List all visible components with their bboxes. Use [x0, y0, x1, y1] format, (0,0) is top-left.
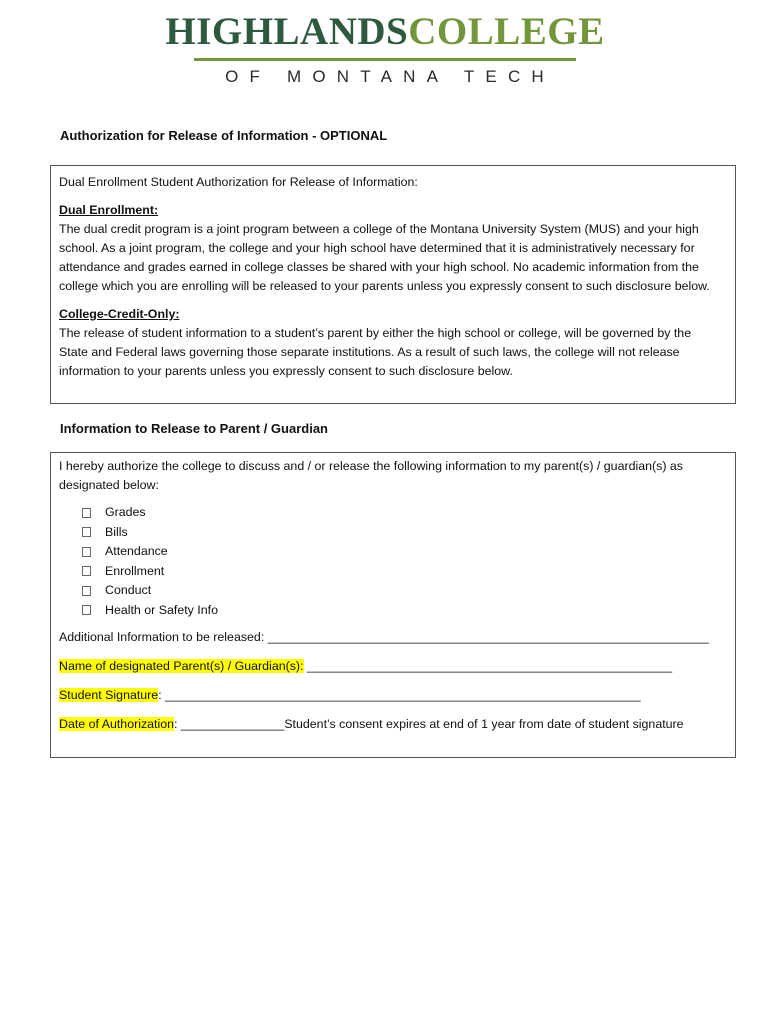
release-option-bills — [82, 523, 726, 543]
release-option-health-safety — [82, 601, 726, 621]
college-logo — [0, 8, 770, 87]
student-signature-field — [59, 686, 726, 705]
parent-name-field — [59, 657, 726, 676]
checkbox[interactable] — [82, 547, 91, 557]
intro-text: Dual Enrollment Student Authorization for Release of Information: — [59, 175, 418, 189]
release-option-attendance — [82, 542, 726, 562]
release-options-list — [59, 503, 726, 620]
consent-expiry-text: Student’s consent expires at end of 1 year from date of student signature — [284, 717, 684, 731]
release-option-label: Bills — [105, 524, 128, 539]
college-credit-only-title: College-Credit-Only: — [59, 307, 180, 321]
logo-word-highlands: HIGHLANDS — [165, 10, 409, 53]
authorization-date-line[interactable]: : _______________ — [174, 717, 285, 731]
college-credit-only-line: The release of student information to a student’s parent by either the high school or college, will be governed by the — [59, 326, 692, 340]
checkbox[interactable] — [82, 605, 91, 615]
dual-enrollment-line: The dual credit program is a joint program between a college of the Montana University System (MUS) and your high — [59, 222, 699, 236]
logo-subtitle: OF MONTANA TECH — [225, 67, 555, 86]
logo-wordmark — [0, 8, 770, 56]
dual-enrollment-title: Dual Enrollment: — [59, 203, 159, 217]
release-option-label: Enrollment — [105, 563, 165, 578]
release-option-grades — [82, 503, 726, 523]
checkbox[interactable] — [82, 586, 91, 596]
release-option-label: Health or Safety Info — [105, 602, 218, 617]
authorize-text-line: I hereby authorize the college to discuss and / or release the following information to my parent(s) / guardian(s) as — [59, 459, 683, 473]
additional-info-line[interactable]: ________________________________________________________________ — [264, 630, 709, 644]
parent-name-line[interactable]: _____________________________________________________ — [303, 659, 673, 673]
release-option-enrollment — [82, 562, 726, 582]
release-option-label: Conduct — [105, 583, 152, 597]
dual-enrollment-line: attendance and grades earned in college classes be shared with your high school. No academic information from the — [59, 260, 699, 274]
student-signature-line[interactable]: : _____________________________________________________________________ — [158, 688, 641, 702]
college-credit-only-line: State and Federal laws governing those separate institutions. As a result of such laws, the college will not release — [59, 345, 680, 359]
dual-enrollment-line: school. As a joint program, the college and your high school have determined that it is administratively necessary for — [59, 241, 695, 255]
authorization-date-field — [59, 715, 726, 734]
section-heading-release: Information to Release to Parent / Guardian — [60, 421, 328, 436]
release-option-label: Grades — [105, 505, 146, 519]
additional-info-label: Additional Information to be released: — [59, 630, 265, 644]
college-credit-only-line: information to your parents unless you expressly consent to such disclosure below. — [59, 364, 513, 378]
checkbox[interactable] — [82, 527, 91, 537]
section-heading-authorization: Authorization for Release of Information - OPTIONAL — [60, 128, 388, 143]
release-option-conduct — [82, 581, 726, 601]
authorization-date-label: Date of Authorization — [59, 717, 175, 731]
dual-enrollment-line: college which you are enrolling will be released to your parents unless you expressly consent to such disclosure below. — [59, 279, 710, 293]
info-box-dual-enrollment — [50, 165, 736, 404]
additional-info-field — [59, 628, 726, 647]
logo-rule — [194, 58, 576, 61]
authorize-text-line: designated below: — [59, 478, 159, 492]
logo-word-college: COLLEGE — [408, 10, 605, 53]
release-form-box — [50, 452, 736, 758]
checkbox[interactable] — [82, 508, 91, 518]
parent-name-label: Name of designated Parent(s) / Guardian(s): — [59, 659, 304, 673]
student-signature-label: Student Signature — [59, 688, 159, 702]
release-option-label: Attendance — [105, 544, 168, 558]
checkbox[interactable] — [82, 566, 91, 576]
